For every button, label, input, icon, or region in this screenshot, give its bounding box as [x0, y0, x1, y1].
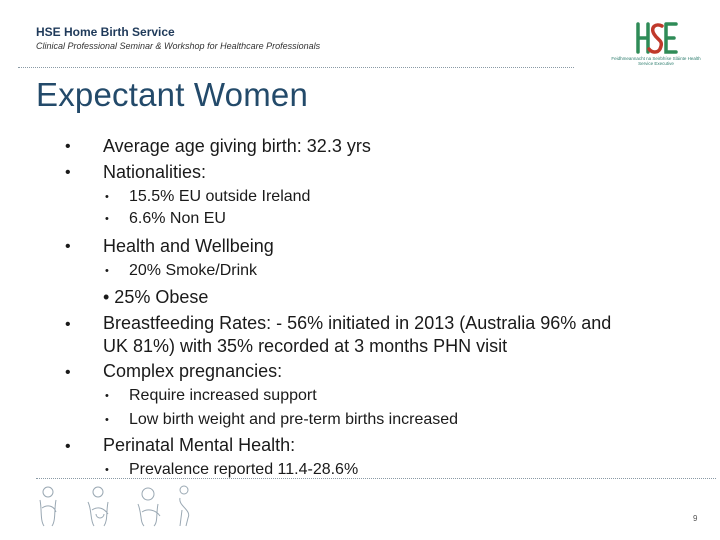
sub-bullet-obese: • 25% Obese	[103, 287, 209, 307]
mother-child-icon	[40, 487, 56, 526]
footer-divider	[36, 478, 716, 479]
bullet-glyph: •	[65, 364, 71, 381]
header-subtitle: Clinical Professional Seminar & Workshop for Healthcare Professionals	[36, 41, 321, 51]
page-number: 9	[693, 514, 698, 523]
sub-bullet-prevalence: Prevalence reported 11.4-28.6%	[129, 461, 359, 478]
logo-caption: Feidhmeannacht na Seirbhíse Sláinte Health Service Executive	[611, 56, 701, 66]
bullet-average-age: Average age giving birth: 32.3 yrs	[103, 136, 371, 156]
header-divider	[18, 67, 574, 68]
breastfeeding-icon	[88, 487, 108, 526]
sub-bullet-glyph: •	[105, 390, 109, 402]
sub-bullet-smoke-drink: 20% Smoke/Drink	[129, 262, 258, 279]
footer-icons	[30, 480, 200, 528]
bullet-health-wellbeing: Health and Wellbeing	[103, 236, 274, 256]
newborn-icon	[138, 488, 160, 526]
bullet-glyph: •	[65, 238, 71, 255]
sub-bullet-eu: 15.5% EU outside Ireland	[129, 188, 311, 205]
sub-bullet-non-eu: 6.6% Non EU	[129, 210, 226, 227]
bullet-breastfeeding-line1: Breastfeeding Rates: - 56% initiated in 2013 (Australia 96% and	[103, 313, 612, 333]
sub-bullet-glyph: •	[105, 464, 109, 476]
sub-bullet-support: Require increased support	[129, 387, 317, 404]
bullet-glyph: •	[65, 138, 71, 155]
bullet-breastfeeding-line2: UK 81%) with 35% recorded at 3 months PHN visit	[103, 336, 508, 356]
bullet-perinatal-mental-health: Perinatal Mental Health:	[103, 435, 296, 455]
sub-bullet-glyph: •	[105, 191, 109, 203]
bullet-glyph: •	[65, 316, 71, 333]
bullet-nationalities: Nationalities:	[103, 162, 207, 182]
slide-title: Expectant Women	[36, 76, 309, 113]
sub-bullet-glyph: •	[105, 414, 109, 426]
sub-bullet-low-birth-weight: Low birth weight and pre-term births increased	[129, 411, 459, 428]
bullet-complex-pregnancies: Complex pregnancies:	[103, 361, 283, 381]
sub-bullet-glyph: •	[105, 265, 109, 277]
sub-bullet-glyph: •	[105, 213, 109, 225]
bullet-glyph: •	[65, 164, 71, 181]
header-title: HSE Home Birth Service	[36, 25, 175, 39]
bullet-glyph: •	[65, 438, 71, 455]
pregnant-woman-icon	[180, 486, 189, 526]
